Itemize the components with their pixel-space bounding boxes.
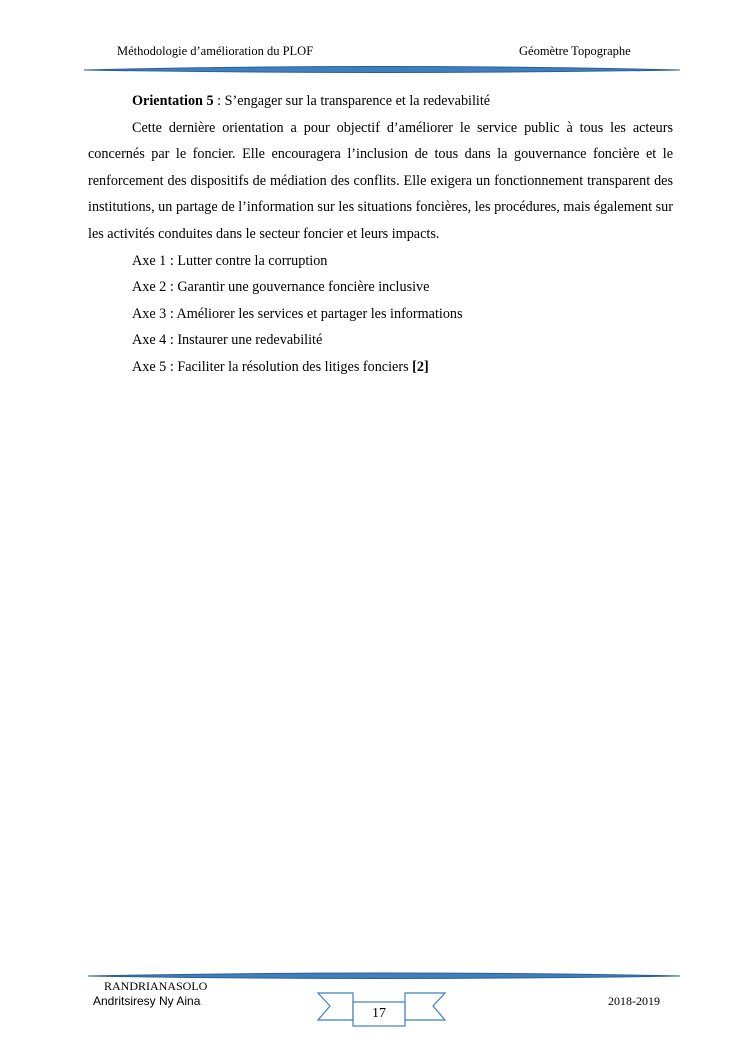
header-document-title: Méthodologie d’amélioration du PLOF — [117, 44, 314, 58]
axe-item-last — [88, 354, 673, 381]
axe-item: Axe 1 : Lutter contre la corruption — [132, 252, 328, 269]
citation: [2] — [412, 358, 429, 375]
orientation-heading — [88, 88, 673, 115]
footer-author-firstname: Andritsiresy Ny Aina — [93, 994, 201, 1008]
axe-item: Axe 3 : Améliorer les services et partager les informations — [132, 305, 463, 322]
footer-author-surname: RANDRIANASOLO — [104, 979, 208, 993]
header-discipline: Géomètre Topographe — [519, 44, 631, 58]
axe-item: Axe 4 : Instaurer une redevabilité — [132, 332, 323, 349]
footer-year: 2018-2019 — [608, 994, 660, 1008]
orientation-label: Orientation 5 — [132, 93, 214, 109]
orientation-text: : S’engager sur la transparence et la redevabilité — [213, 93, 491, 109]
page-number: 17 — [372, 1006, 386, 1021]
body-paragraph: Cette dernière orientation a pour objectif d’améliorer le service public à tous les acteurs concernés par le foncier. Elle encouragera l’inclusion de tous dans la gouvernance foncière et le renforcement des dispositifs de médiation des conflits. Elle exigera un fonctionnement transparent des institutions, un partage de l’information sur les situations foncières, les procédures, mais également sur les activités conduites dans le secteur foncier et leurs impacts. — [88, 119, 673, 242]
axe-text: Axe 5 : Faciliter la résolution des litiges fonciers — [132, 358, 413, 375]
footer-divider — [88, 973, 680, 979]
main-content — [88, 88, 673, 381]
axe-item: Axe 2 : Garantir une gouvernance foncière inclusive — [132, 279, 430, 296]
header-divider — [84, 67, 680, 73]
